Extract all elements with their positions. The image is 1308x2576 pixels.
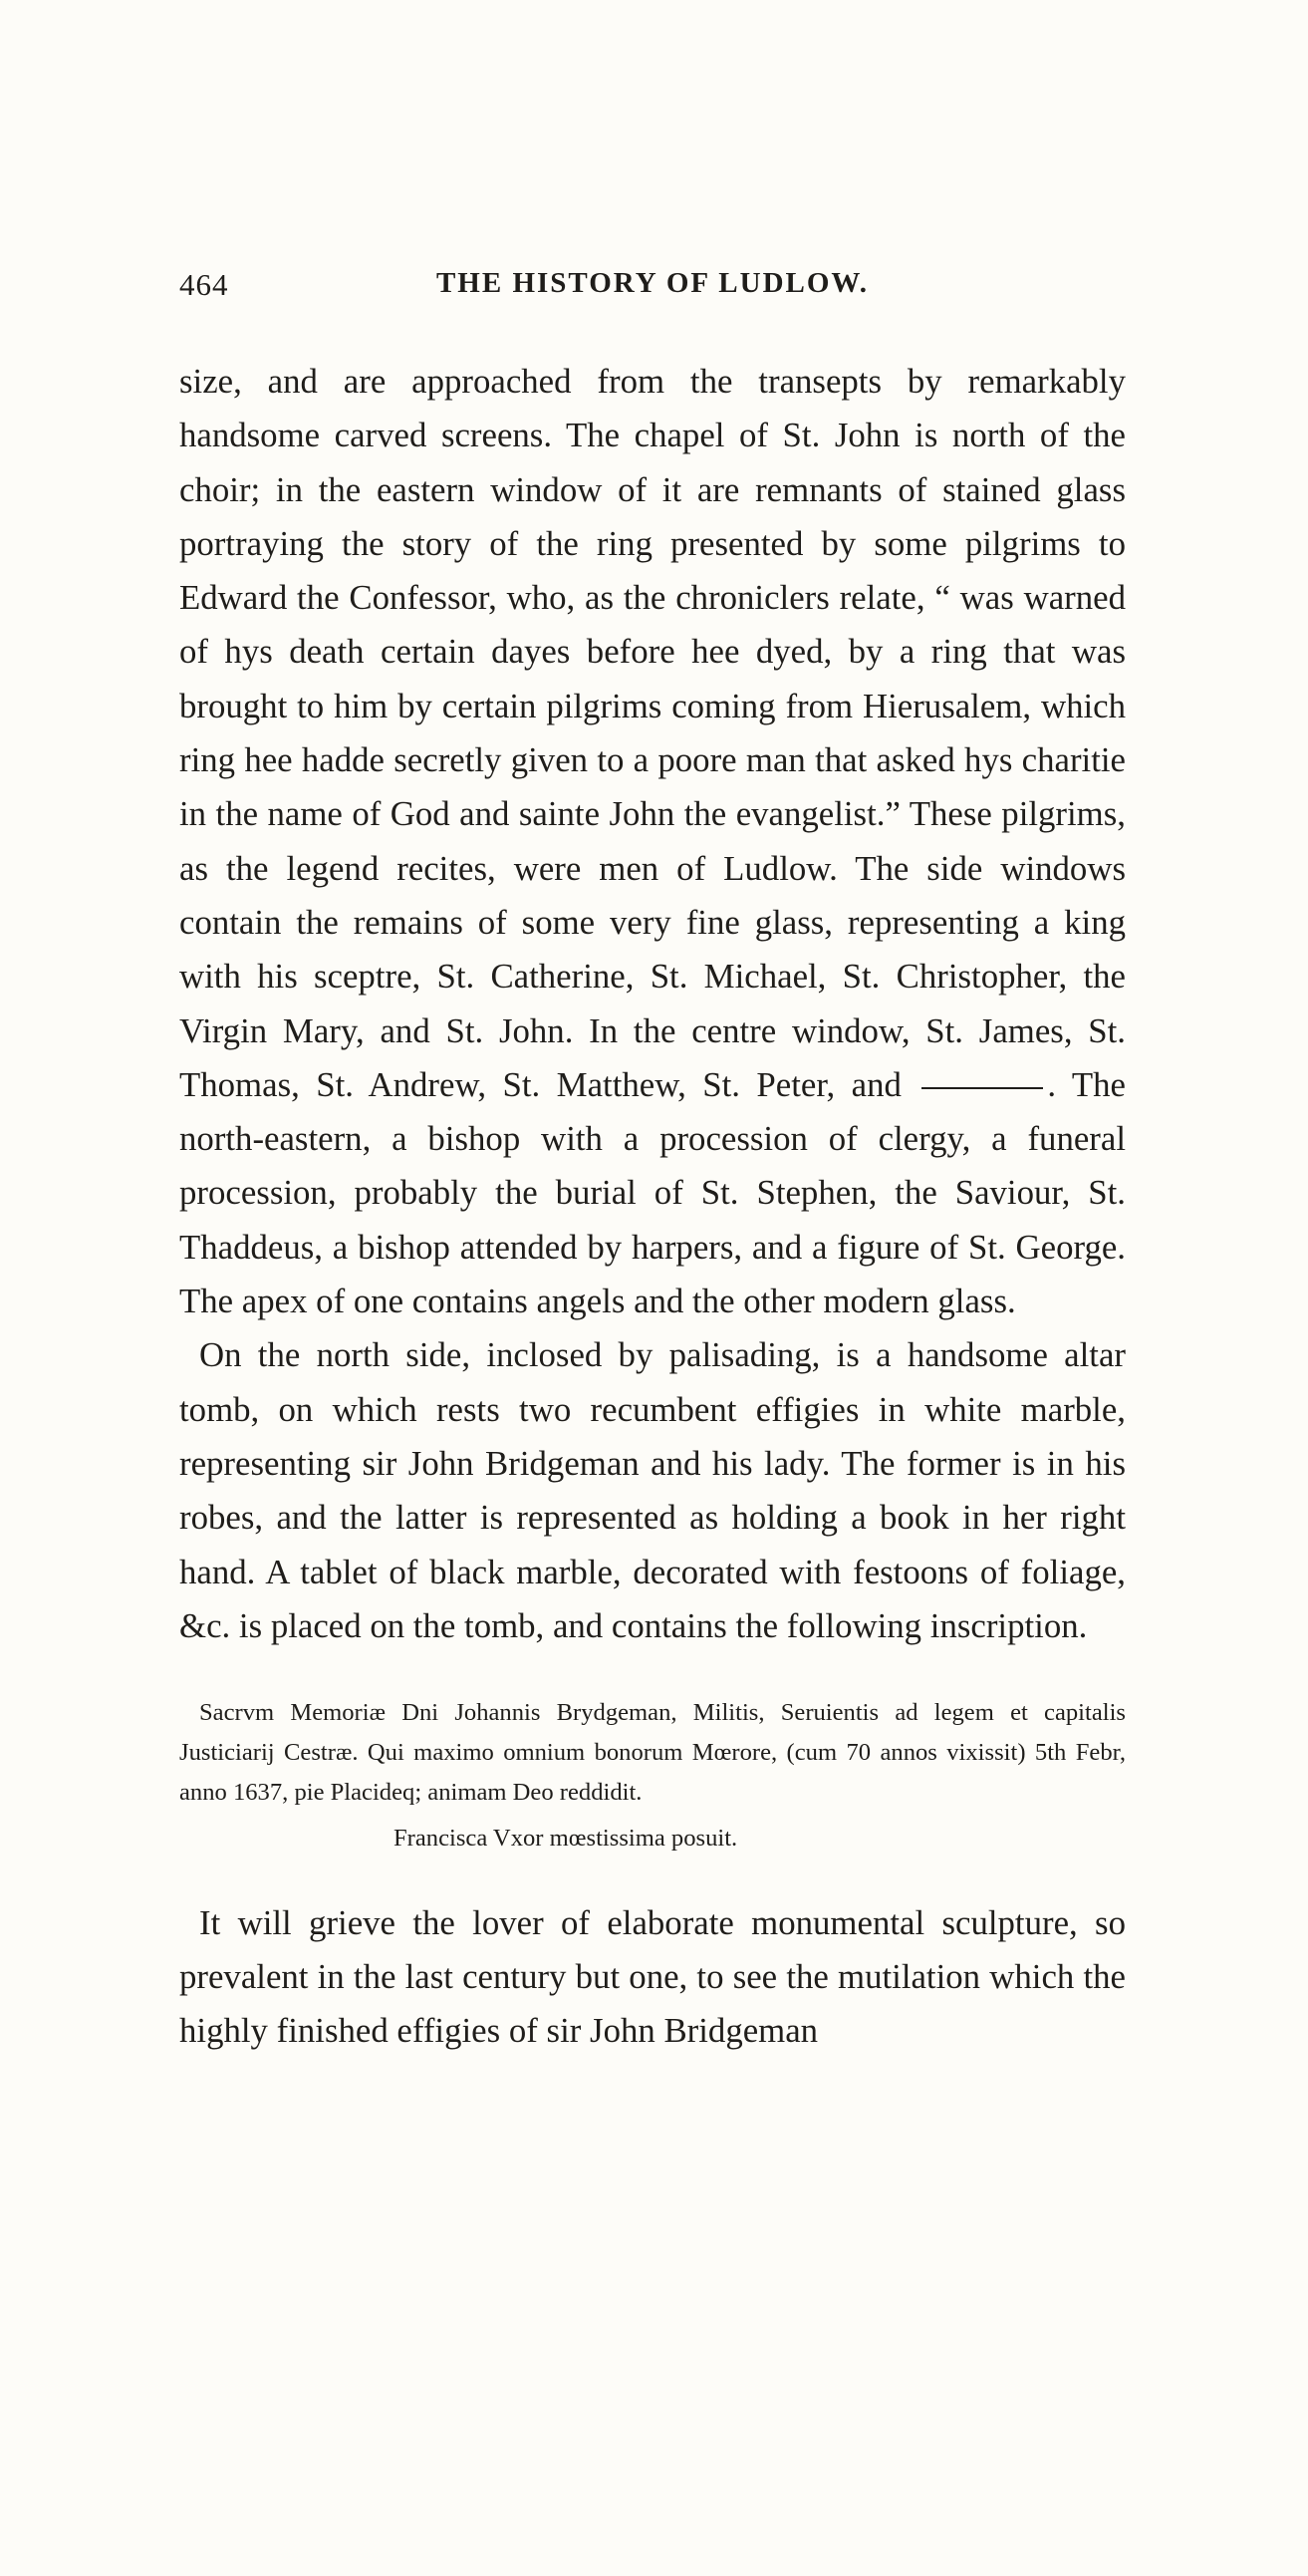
paragraph-mutilation: It will grieve the lover of elaborate monumental sculpture, so prevalent in the last century but one, to see the mutilation which the highly finished effigies of sir John Bridgeman (179, 1903, 1126, 2051)
omission-dash (921, 1087, 1043, 1089)
paragraph-chapel (179, 355, 1126, 1328)
paragraph-tomb: On the north side, inclosed by palisading, is a handsome altar tomb, on which rests two recumbent effigies in white marble, representing sir John Bridgeman and his lady. The former is in his robes, and the latter is represented as holding a book in her right hand. A tablet of black marble, decorated with festoons of foliage, &c. is placed on the tomb, and contains the following inscription. (179, 1335, 1126, 1645)
book-page (179, 267, 1126, 2058)
running-title: THE HISTORY OF LUDLOW. (435, 267, 870, 299)
page-number: 464 (179, 267, 229, 302)
continuation-text (179, 1896, 1126, 2058)
running-head (179, 267, 1126, 317)
inscription-block (179, 1693, 1126, 1859)
main-text (179, 355, 1126, 1653)
paragraph-chapel-part1: size, and are approached from the transepts by remarkably handsome carved screens. The chapel of St. John is north of the choir; in the eastern window of it are remnants of stained glass portraying the story of the ring presented by some pilgrims to Edward the Confessor, who, as the chroniclers relate, “ was warned of hys death certain dayes before hee dyed, by a ring that was brought to him by certain pilgrims coming from Hierusalem, which ring hee hadde secretly given to a poore man that asked hys charitie in the name of God and sainte John the evangelist.” These pilgrims, as the legend recites, were men of Ludlow. The side windows contain the remains of some very fine glass, representing a king with his sceptre, St. Catherine, St. Michael, St. Christopher, the Virgin Mary, and St. John. In the centre window, St. James, St. Thomas, St. Andrew, St. Matthew, St. Peter, and (179, 362, 1126, 1104)
inscription-text: Sacrvm Memoriæ Dni Johannis Brydgeman, Militis, Seruientis ad legem et capitalis Justiciarij Cestræ. Qui maximo omnium bonorum Mœrore, (cum 70 annos vixissit) 5th Febr, anno 1637, pie Placideq; animam Deo reddidit. (179, 1699, 1126, 1807)
paragraph-chapel-part2: . The north-eastern, a bishop with a procession of clergy, a funeral procession, probably the burial of St. Stephen, the Saviour, St. Thaddeus, a bishop attended by harpers, and a figure of St. George. The apex of one contains angels and the other modern glass. (179, 1064, 1126, 1321)
inscription-signature: Francisca Vxor mœstissima posuit. (393, 1825, 738, 1853)
